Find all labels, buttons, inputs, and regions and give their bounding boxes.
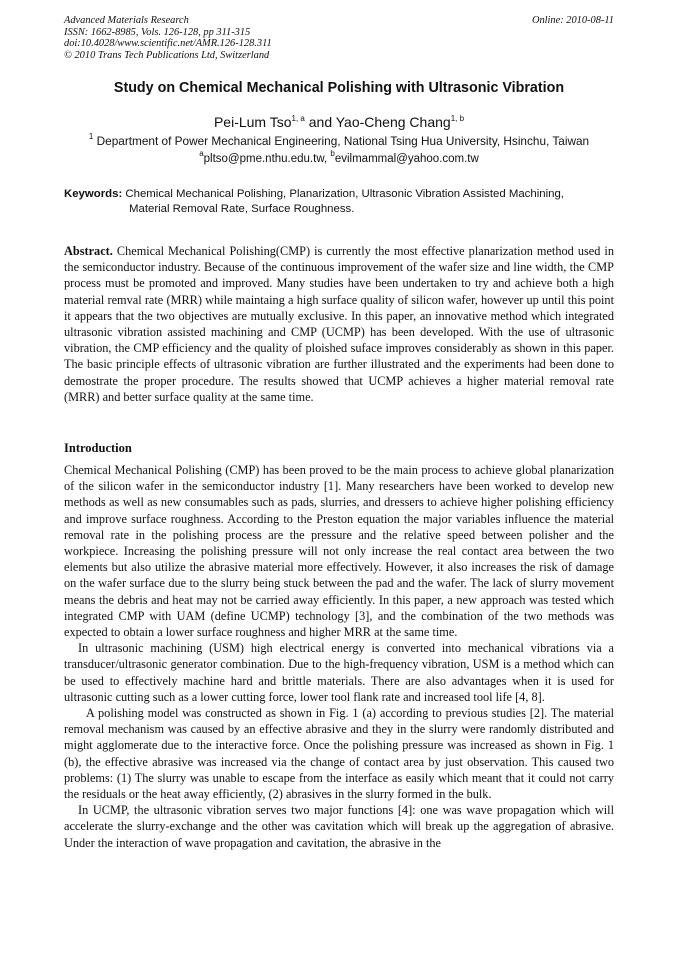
online-date: Online: 2010-08-11 [531,15,614,26]
paper-title: Study on Chemical Mechanical Polishing with Ultrasonic Vibration [113,80,565,96]
keywords-label: Keywords: [64,188,123,200]
abstract [64,243,614,405]
affiliation-text: Department of Power Mechanical Engineering, National Tsing Hua University, Hsinchu, Taiwan [96,134,590,148]
intro-paragraph-2: In ultrasonic machining (USM) high electrical energy is converted into mechanical vibrations via a transducer/ultrasonic generator combination. Due to the high-frequency vibration, USM is a method which can be used to effectively machine hard and brittle materials. There are also advantages when it is used for ultrasonic cutting such as a lower cutting force, lower tool flank rate and increased tool life [4, 8]. [64,641,614,704]
keywords-line-1: Chemical Mechanical Polishing, Planarization, Ultrasonic Vibration Assisted Machining, [122,188,564,200]
intro-paragraph-1: Chemical Mechanical Polishing (CMP) has been proved to be the main process to achieve global planarization of the silicon wafer in the semiconductor industry [1]. Many researchers have been worked to develop new methods as well as new consumables such as pads, slurries, and dressers to achieve higher polishing efficiency and improve surface roughness. According to the Preston equation the major variables influence the material removal rate in the polishing process are the pressure and the relative speed between polisher and the workpiece. Increasing the polishing pressure will not only increase the real contact area between the two elements but also utilize the abrasive material more effectively. However, it also increases the risk of damage on the wafer surface due to the slurry being stuck between the pad and the wafer. The lack of slurry movement means the debris and heat may not be carried away efficiently. In this paper, a new approach was tested which integrated CMP with UAM (define UCMP) technology [3], and the combination of the two methods was expected to obtain a lower surface roughness and higher MRR at the same time. [64,463,614,640]
introduction-heading: Introduction [64,441,132,455]
author-2: Yao-Cheng Chang [335,114,451,130]
introduction-body [64,462,614,851]
copyright-line: © 2010 Trans Tech Publications Ltd, Switzerland [64,49,270,61]
email-line [0,149,678,165]
author-line [0,114,678,130]
email-a-sup: a [199,149,204,158]
author-1: Pei-Lum Tso [213,114,292,130]
intro-paragraph-4: In UCMP, the ultrasonic vibration serves two major functions [4]: one was wave propagation which will accelerate the slurry-exchange and the other was cavitation which will break up the aggregation of abrasive. Under the interaction of wave propagation and cavitation, the abrasive in the [64,803,614,850]
intro-paragraph-3: A polishing model was constructed as shown in Fig. 1 (a) according to previous studies [2]. The material removal mechanism was caused by an effective abrasive and they in the slurry were randomly distributed and might agglomerate due to the interactive force. Once the polishing pressure was increased as shown in Fig. 1 (b), the effective abrasive was increased via the change of contact area by just observation. This caused two problems: (1) The slurry was unable to escape from the interface as easily which meant that it could not carry the residuals or the heat away efficiently, (2) abrasives in the slurry formed in the bulk. [64,706,614,802]
abstract-label: Abstract. [64,244,113,258]
email-b-sup: b [330,149,335,158]
keywords-block [64,187,624,217]
email-b: evilmammal@yahoo.com.tw [334,153,479,165]
affiliation-sup: 1 [88,132,94,141]
abstract-text: Chemical Mechanical Polishing(CMP) is currently the most effective planarization method used in the semiconductor industry. Because of the continuous improvement of the wafer size and line width, the CMP process must be promoted and improved. Many studies have been undertaken to try and achieve both a high material remval rate (MRR) while maintaing a high surface quality of silicon wafer, however up until this point it appears that the two objectives are mutually exclusive. In this paper, an innovative method which integrated ultrasonic vibration assisted machining and CMP (UCMP) has been developed. With the use of ultrasonic vibration, the CMP efficiency and the quality of ploished suface improves considerably as shown in this paper. The basic principle effects of ultrasonic vibration are further illustrated and the experiments had been done to demostrate the proper procedure. The results showed that UCMP achieves a higher material removal rate (MRR) and better surface quality at the same time. [64,244,614,404]
affiliation [0,134,678,148]
issn-line: ISSN: 1662-8985, Vols. 126-128, pp 311-315 [64,26,251,38]
keywords-line-2: Material Removal Rate, Surface Roughness. [129,203,355,215]
doi-line: doi:10.4028/www.scientific.net/AMR.126-128.311 [64,38,272,49]
journal-name: Advanced Materials Research [64,15,189,26]
author-1-affil-sup: 1, a [291,114,305,123]
email-a: pltso@pme.nthu.edu.tw, [203,153,331,165]
author-conjunction: and [304,114,336,130]
journal-header [64,15,614,61]
author-2-affil-sup: 1, b [450,114,465,123]
